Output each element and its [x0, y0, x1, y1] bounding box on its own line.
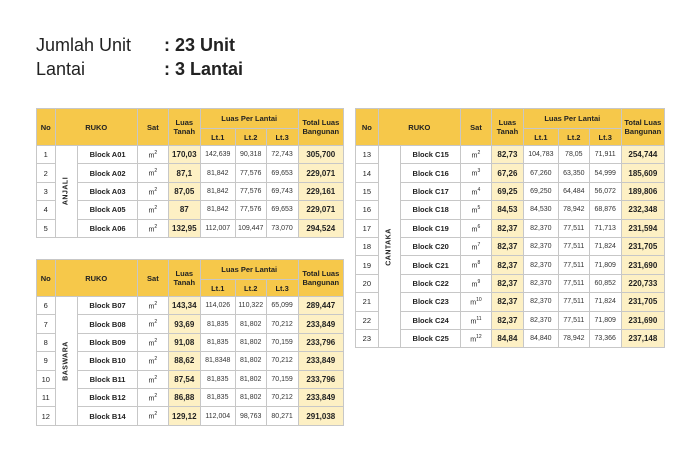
floor-count-line [36, 58, 243, 80]
unit-superscript: 4 [477, 186, 481, 193]
total-building-area: 231,705 [621, 293, 664, 311]
floor-2-area: 78,942 [558, 201, 589, 219]
floor-1-area: 104,783 [523, 146, 558, 164]
block-name: Block A01 [78, 146, 138, 164]
unit-text: m [471, 262, 478, 270]
row-number: 5 [37, 219, 56, 237]
unit-superscript: 2 [154, 392, 158, 399]
floor-3-area: 69,743 [266, 182, 298, 200]
unit-superscript: 12 [476, 333, 482, 340]
table-row [37, 146, 344, 164]
floor-3-area: 70,212 [266, 315, 298, 333]
unit-cell [461, 237, 492, 255]
unit-text: m [471, 225, 478, 233]
unit-superscript: 2 [154, 337, 158, 344]
col-header-luas-per-lantai: Luas Per Lantai [523, 109, 621, 129]
unit-text: m [471, 152, 478, 160]
unit-cell [461, 256, 492, 274]
col-header-lt2: Lt.2 [235, 280, 266, 297]
table-row [37, 164, 344, 182]
col-header-luas-tanah: Luas Tanah [491, 109, 523, 146]
row-number: 15 [356, 182, 379, 200]
col-header-ruko: RUKO [55, 260, 137, 297]
floor-3-area: 73,070 [266, 219, 298, 237]
block-name: Block C20 [401, 237, 461, 255]
col-header-lt1: Lt.1 [523, 129, 558, 146]
block-name: Block B12 [78, 388, 138, 406]
block-name: Block C18 [401, 201, 461, 219]
col-header-luas-tanah: Luas Tanah [168, 109, 200, 146]
anjali-table [36, 108, 344, 238]
table-row [356, 293, 665, 311]
floor-2-area: 81,802 [235, 352, 266, 370]
unit-text: m [471, 281, 478, 289]
unit-text: m [470, 317, 477, 325]
land-area: 82,73 [491, 146, 523, 164]
floor-count-value: : 3 Lantai [164, 59, 244, 79]
unit-cell [461, 311, 492, 329]
block-name: Block B11 [78, 370, 138, 388]
block-name: Block A02 [78, 164, 138, 182]
unit-text: m [470, 299, 477, 307]
table-row [37, 201, 344, 219]
total-building-area: 289,447 [298, 297, 343, 315]
floor-1-area: 84,840 [523, 329, 558, 347]
table-row [356, 274, 665, 292]
floor-2-area: 98,763 [235, 407, 266, 425]
floor-1-area: 81,842 [200, 164, 235, 182]
col-header-ruko: RUKO [378, 109, 460, 146]
row-number: 9 [37, 352, 56, 370]
total-building-area: 237,148 [621, 329, 664, 347]
floor-1-area: 82,370 [523, 219, 558, 237]
floor-2-area: 109,447 [235, 219, 266, 237]
unit-superscript: 2 [154, 411, 158, 418]
unit-cell [137, 352, 168, 370]
floor-3-area: 69,653 [266, 201, 298, 219]
floor-3-area: 56,072 [589, 182, 621, 200]
floor-1-area: 81,835 [200, 333, 235, 351]
land-area: 84,84 [491, 329, 523, 347]
block-name: Block B10 [78, 352, 138, 370]
floor-2-area: 77,576 [235, 201, 266, 219]
unit-cell [137, 201, 168, 219]
table-row [37, 370, 344, 388]
block-name: Block C24 [401, 311, 461, 329]
floor-2-area: 110,322 [235, 297, 266, 315]
unit-count-value: : 23 Unit [164, 35, 236, 55]
unit-text: m [148, 207, 155, 215]
land-area: 82,37 [491, 274, 523, 292]
block-name: Block A03 [78, 182, 138, 200]
row-number: 8 [37, 333, 56, 351]
block-name: Block C15 [401, 146, 461, 164]
unit-cell [461, 293, 492, 311]
floor-1-area: 67,260 [523, 164, 558, 182]
floor-1-area: 81,842 [200, 182, 235, 200]
total-building-area: 232,348 [621, 201, 664, 219]
total-building-area: 231,690 [621, 256, 664, 274]
group-label: ANJALI [62, 177, 70, 206]
floor-1-area: 82,370 [523, 293, 558, 311]
table-row [356, 146, 665, 164]
floor-1-area: 142,639 [200, 146, 235, 164]
floor-1-area: 82,370 [523, 274, 558, 292]
floor-3-area: 71,713 [589, 219, 621, 237]
row-number: 12 [37, 407, 56, 425]
floor-1-area: 69,250 [523, 182, 558, 200]
unit-superscript: 2 [477, 150, 481, 157]
floor-2-area: 64,484 [558, 182, 589, 200]
unit-cell [461, 329, 492, 347]
unit-count-label: Jumlah Unit [36, 35, 132, 55]
floor-3-area: 60,852 [589, 274, 621, 292]
row-number: 23 [356, 329, 379, 347]
land-area: 82,37 [491, 311, 523, 329]
block-name: Block C17 [401, 182, 461, 200]
block-name: Block B09 [78, 333, 138, 351]
floor-3-area: 72,743 [266, 146, 298, 164]
group-label-cell [55, 297, 78, 426]
col-header-luas-per-lantai: Luas Per Lantai [200, 109, 298, 129]
total-building-area: 185,609 [621, 164, 664, 182]
floor-3-area: 71,809 [589, 311, 621, 329]
unit-cell [461, 219, 492, 237]
col-header-sat: Sat [137, 109, 168, 146]
land-area: 82,37 [491, 237, 523, 255]
land-area: 82,37 [491, 219, 523, 237]
unit-text: m [471, 189, 478, 197]
floor-3-area: 71,824 [589, 237, 621, 255]
floor-1-area: 81,8348 [200, 352, 235, 370]
table-row [356, 329, 665, 347]
floor-2-area: 77,576 [235, 164, 266, 182]
unit-text: m [148, 170, 155, 178]
floor-1-area: 112,007 [200, 219, 235, 237]
floor-2-area: 63,350 [558, 164, 589, 182]
col-header-lt3: Lt.3 [589, 129, 621, 146]
table-row [37, 315, 344, 333]
unit-cell [461, 164, 492, 182]
floor-count-label: Lantai [36, 59, 86, 79]
floor-3-area: 54,999 [589, 164, 621, 182]
land-area: 87,05 [168, 182, 200, 200]
table-row [37, 182, 344, 200]
floor-1-area: 82,370 [523, 237, 558, 255]
floor-1-area: 84,530 [523, 201, 558, 219]
unit-text: m [148, 189, 155, 197]
col-header-lt2: Lt.2 [558, 129, 589, 146]
total-building-area: 189,806 [621, 182, 664, 200]
unit-superscript: 2 [154, 168, 158, 175]
unit-cell [461, 146, 492, 164]
land-area: 87,54 [168, 370, 200, 388]
col-header-luas-per-lantai: Luas Per Lantai [200, 260, 298, 280]
col-header-sat: Sat [461, 109, 492, 146]
unit-cell [137, 407, 168, 425]
table-row [356, 311, 665, 329]
unit-text: m [470, 336, 477, 344]
unit-superscript: 10 [476, 297, 482, 304]
unit-superscript: 2 [154, 374, 158, 381]
row-number: 10 [37, 370, 56, 388]
group-label-cell [55, 146, 78, 238]
unit-cell [137, 219, 168, 237]
floor-2-area: 81,802 [235, 370, 266, 388]
block-name: Block B08 [78, 315, 138, 333]
total-building-area: 229,071 [298, 201, 343, 219]
col-header-total: Total Luas Bangunan [621, 109, 664, 146]
land-area: 84,53 [491, 201, 523, 219]
floor-3-area: 70,212 [266, 352, 298, 370]
floor-1-area: 114,026 [200, 297, 235, 315]
row-number: 1 [37, 146, 56, 164]
unit-superscript: 7 [477, 241, 481, 248]
floor-2-area: 78,05 [558, 146, 589, 164]
land-area: 82,37 [491, 293, 523, 311]
col-header-no: No [356, 109, 379, 146]
block-name: Block C23 [401, 293, 461, 311]
unit-cell [461, 201, 492, 219]
floor-2-area: 77,511 [558, 311, 589, 329]
floor-3-area: 73,366 [589, 329, 621, 347]
block-name: Block B07 [78, 297, 138, 315]
total-building-area: 229,071 [298, 164, 343, 182]
floor-3-area: 71,824 [589, 293, 621, 311]
col-header-ruko: RUKO [55, 109, 137, 146]
table-row [37, 352, 344, 370]
land-area: 69,25 [491, 182, 523, 200]
floor-1-area: 81,842 [200, 201, 235, 219]
land-area: 93,69 [168, 315, 200, 333]
unit-superscript: 11 [476, 315, 482, 322]
table-row [37, 333, 344, 351]
floor-2-area: 77,511 [558, 219, 589, 237]
unit-cell [137, 297, 168, 315]
unit-text: m [471, 170, 478, 178]
unit-superscript: 3 [477, 168, 481, 175]
row-number: 18 [356, 237, 379, 255]
block-name: Block A05 [78, 201, 138, 219]
floor-2-area: 81,802 [235, 315, 266, 333]
total-building-area: 305,700 [298, 146, 343, 164]
row-number: 17 [356, 219, 379, 237]
unit-text: m [148, 376, 155, 384]
unit-superscript: 5 [477, 205, 481, 212]
floor-3-area: 71,911 [589, 146, 621, 164]
unit-superscript: 8 [477, 260, 481, 267]
table-row [356, 164, 665, 182]
table-row [356, 219, 665, 237]
row-number: 14 [356, 164, 379, 182]
floor-2-area: 78,942 [558, 329, 589, 347]
land-area: 87,1 [168, 164, 200, 182]
unit-cell [137, 333, 168, 351]
floor-3-area: 70,159 [266, 333, 298, 351]
block-name: Block B14 [78, 407, 138, 425]
group-label: CANTAKA [385, 227, 393, 266]
col-header-luas-tanah: Luas Tanah [168, 260, 200, 297]
total-building-area: 254,744 [621, 146, 664, 164]
unit-text: m [148, 413, 155, 421]
unit-superscript: 6 [477, 223, 481, 230]
block-name: Block C25 [401, 329, 461, 347]
total-building-area: 291,038 [298, 407, 343, 425]
row-number: 16 [356, 201, 379, 219]
unit-text: m [148, 321, 155, 329]
land-area: 88,62 [168, 352, 200, 370]
floor-3-area: 65,099 [266, 297, 298, 315]
floor-2-area: 81,802 [235, 388, 266, 406]
unit-superscript: 2 [154, 301, 158, 308]
col-header-lt2: Lt.2 [235, 129, 266, 146]
floor-2-area: 81,802 [235, 333, 266, 351]
floor-3-area: 70,159 [266, 370, 298, 388]
floor-3-area: 80,271 [266, 407, 298, 425]
unit-cell [137, 370, 168, 388]
table-row [37, 219, 344, 237]
floor-3-area: 70,212 [266, 388, 298, 406]
col-header-no: No [37, 109, 56, 146]
table-row [37, 297, 344, 315]
block-name: Block C21 [401, 256, 461, 274]
group-label-cell [378, 146, 401, 348]
table-row [356, 201, 665, 219]
unit-text: m [148, 152, 155, 160]
unit-text: m [148, 303, 155, 311]
land-area: 170,03 [168, 146, 200, 164]
unit-text: m [471, 244, 478, 252]
row-number: 20 [356, 274, 379, 292]
floor-1-area: 81,835 [200, 388, 235, 406]
total-building-area: 294,524 [298, 219, 343, 237]
table-row [37, 388, 344, 406]
col-header-lt1: Lt.1 [200, 129, 235, 146]
block-name: Block C22 [401, 274, 461, 292]
floor-1-area: 82,370 [523, 256, 558, 274]
total-building-area: 233,849 [298, 315, 343, 333]
block-name: Block C16 [401, 164, 461, 182]
floor-1-area: 81,835 [200, 370, 235, 388]
unit-superscript: 2 [154, 150, 158, 157]
row-number: 13 [356, 146, 379, 164]
row-number: 22 [356, 311, 379, 329]
land-area: 143,34 [168, 297, 200, 315]
floor-1-area: 81,835 [200, 315, 235, 333]
total-building-area: 233,849 [298, 388, 343, 406]
land-area: 67,26 [491, 164, 523, 182]
land-area: 129,12 [168, 407, 200, 425]
unit-cell [137, 146, 168, 164]
unit-text: m [148, 340, 155, 348]
total-building-area: 231,705 [621, 237, 664, 255]
land-area: 86,88 [168, 388, 200, 406]
land-area: 132,95 [168, 219, 200, 237]
cantaka-table [355, 108, 665, 348]
row-number: 11 [37, 388, 56, 406]
table-row [356, 256, 665, 274]
unit-text: m [148, 358, 155, 366]
unit-text: m [148, 225, 155, 233]
unit-cell [137, 182, 168, 200]
table-row [37, 407, 344, 425]
land-area: 91,08 [168, 333, 200, 351]
unit-superscript: 2 [154, 356, 158, 363]
unit-cell [137, 315, 168, 333]
floor-2-area: 77,576 [235, 182, 266, 200]
row-number: 7 [37, 315, 56, 333]
baswara-table [36, 259, 344, 426]
floor-1-area: 82,370 [523, 311, 558, 329]
row-number: 19 [356, 256, 379, 274]
col-header-lt3: Lt.3 [266, 280, 298, 297]
unit-count-line [36, 34, 235, 56]
floor-3-area: 69,653 [266, 164, 298, 182]
row-number: 4 [37, 201, 56, 219]
floor-1-area: 112,004 [200, 407, 235, 425]
total-building-area: 233,796 [298, 333, 343, 351]
row-number: 21 [356, 293, 379, 311]
col-header-sat: Sat [137, 260, 168, 297]
unit-superscript: 2 [154, 205, 158, 212]
table-row [356, 237, 665, 255]
unit-superscript: 2 [154, 186, 158, 193]
col-header-total: Total Luas Bangunan [298, 109, 343, 146]
unit-superscript: 2 [154, 223, 158, 230]
land-area: 87 [168, 201, 200, 219]
unit-cell [461, 274, 492, 292]
total-building-area: 220,733 [621, 274, 664, 292]
total-building-area: 231,594 [621, 219, 664, 237]
floor-2-area: 77,511 [558, 256, 589, 274]
floor-3-area: 68,876 [589, 201, 621, 219]
floor-2-area: 77,511 [558, 293, 589, 311]
unit-superscript: 2 [154, 319, 158, 326]
total-building-area: 231,690 [621, 311, 664, 329]
floor-2-area: 77,511 [558, 237, 589, 255]
unit-text: m [148, 395, 155, 403]
unit-text: m [471, 207, 478, 215]
total-building-area: 233,849 [298, 352, 343, 370]
unit-superscript: 9 [477, 278, 481, 285]
col-header-lt1: Lt.1 [200, 280, 235, 297]
block-name: Block C19 [401, 219, 461, 237]
floor-2-area: 77,511 [558, 274, 589, 292]
row-number: 3 [37, 182, 56, 200]
unit-cell [137, 388, 168, 406]
block-name: Block A06 [78, 219, 138, 237]
floor-3-area: 71,809 [589, 256, 621, 274]
table-row [356, 182, 665, 200]
row-number: 6 [37, 297, 56, 315]
col-header-total: Total Luas Bangunan [298, 260, 343, 297]
total-building-area: 229,161 [298, 182, 343, 200]
unit-cell [461, 182, 492, 200]
floor-2-area: 90,318 [235, 146, 266, 164]
group-label: BASWARA [62, 341, 70, 381]
unit-cell [137, 164, 168, 182]
col-header-no: No [37, 260, 56, 297]
total-building-area: 233,796 [298, 370, 343, 388]
land-area: 82,37 [491, 256, 523, 274]
row-number: 2 [37, 164, 56, 182]
col-header-lt3: Lt.3 [266, 129, 298, 146]
